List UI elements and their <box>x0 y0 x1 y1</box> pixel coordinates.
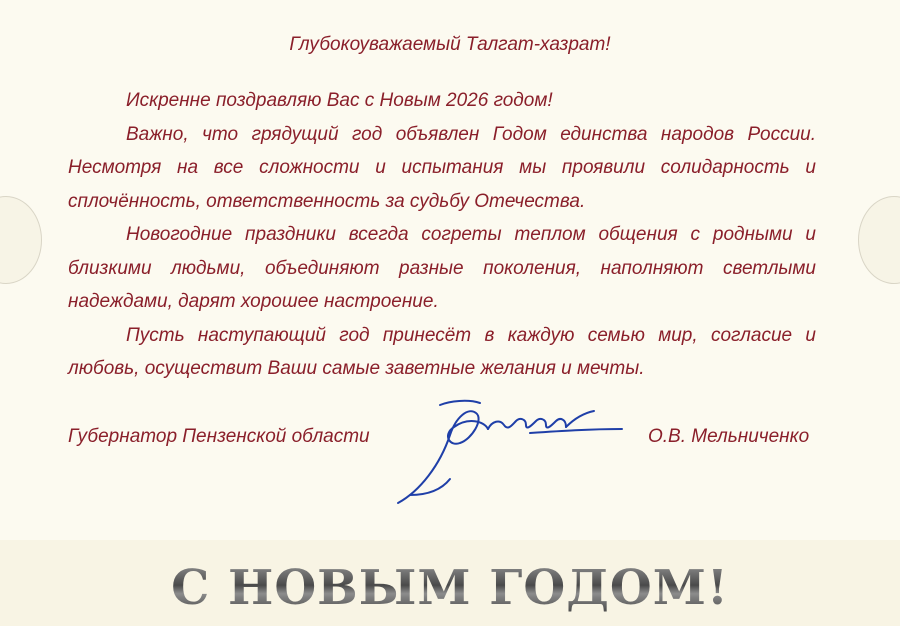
letter-body <box>68 84 816 386</box>
card-slot-left <box>0 196 42 284</box>
new-year-banner-title: С НОВЫМ ГОДОМ! <box>0 560 900 616</box>
handwritten-signature <box>380 395 630 510</box>
letter-paragraph: Искренне поздравляю Вас с Новым 2026 годом! <box>126 90 553 111</box>
letter-paragraph: Важно, что грядущий год объявлен Годом единства народов России. Несмотря на все сложности и испытания мы проявили солидарность и сплочённость, ответственность за судьбу Отечества. <box>68 123 816 212</box>
card-slot-right <box>858 196 900 284</box>
letter-greeting: Глубокоуважаемый Талгат-хазрат! <box>289 34 611 55</box>
sender-title: Губернатор Пензенской области <box>68 426 370 447</box>
letter-paragraph: Новогодние праздники всегда согреты теплом общения с родными и близкими людьми, объединяют разные поколения, наполняют светлыми надеждами, дарят хорошее настроение. <box>68 224 816 312</box>
sender-name: О.В. Мельниченко <box>648 426 810 447</box>
letter-paragraph: Пусть наступающий год принесёт в каждую семью мир, согласие и любовь, осуществит Ваши самые заветные желания и мечты. <box>68 324 816 379</box>
